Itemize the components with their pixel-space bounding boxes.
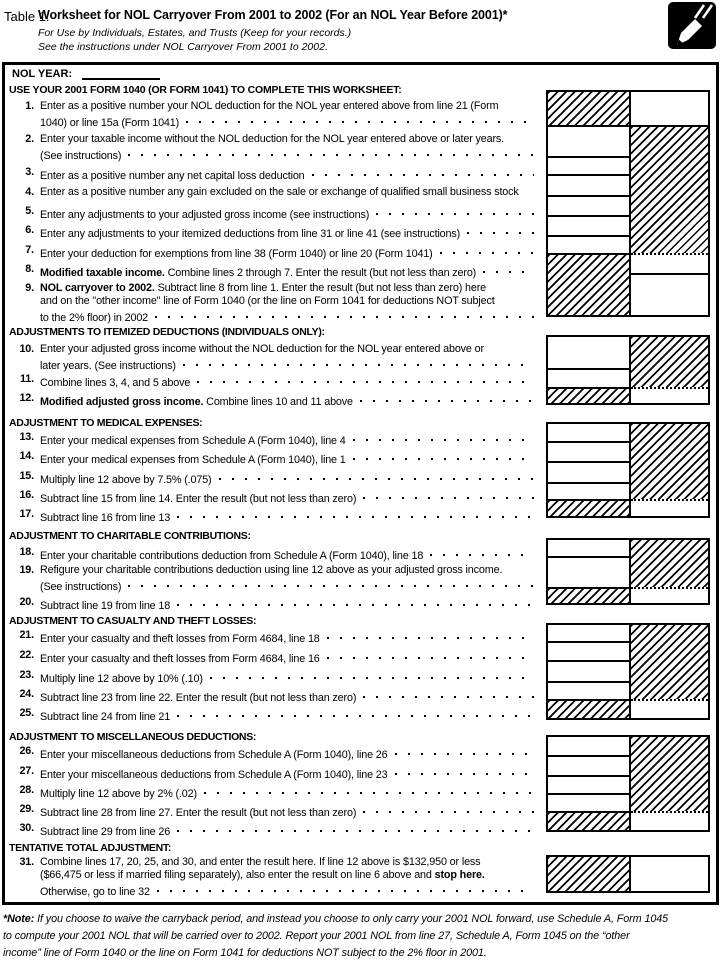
line-number: 18. xyxy=(19,546,34,558)
dot-leader xyxy=(177,822,534,835)
column-divider xyxy=(629,92,631,315)
worksheet-line-30 xyxy=(8,822,536,838)
entry-box-line-3[interactable] xyxy=(548,156,629,174)
box-column-left xyxy=(548,337,629,403)
nol-year-input[interactable] xyxy=(82,69,160,80)
box-column-right xyxy=(631,625,708,718)
worksheet-line-18 xyxy=(8,546,536,562)
line-text: Subtract line 23 from line 22. Enter the result (but not less than zero) xyxy=(40,692,357,704)
worksheet-line-9 xyxy=(8,282,536,324)
line-text: Combine lines 17, 20, 25, and 30, and enter the result here. If line 12 above is $132,950 or less xyxy=(40,856,481,868)
nol-year-row xyxy=(12,68,160,80)
line-text: ($66,475 or less if married filing separately), also enter the result on line 6 above and xyxy=(40,869,435,881)
box-column-left xyxy=(548,92,629,315)
line-number: 24. xyxy=(19,688,34,700)
entry-box-line-21[interactable] xyxy=(548,625,629,641)
line-text: Enter as a positive number any net capital loss deduction xyxy=(40,170,305,182)
line-number: 7. xyxy=(25,244,34,256)
dot-leader xyxy=(363,688,534,701)
section-casualty-theft-losses: ADJUSTMENT TO CASUALTY AND THEFT LOSSES: xyxy=(9,615,257,627)
shaded-no-entry-cell xyxy=(631,540,708,587)
line-text: Refigure your charitable contributions deduction using line 12 above as your adjusted gross income. xyxy=(40,564,503,576)
line-text: and on the "other income" line of Form 1040 (or the line on Form 1041 for deductions NOT subject xyxy=(40,295,495,307)
subtitle-use-by: For Use by Individuals, Estates, and Trusts (Keep for your records.) xyxy=(38,27,352,39)
section-charitable-contributions: ADJUSTMENT TO CHARITABLE CONTRIBUTIONS: xyxy=(9,530,251,542)
entry-box-line-29[interactable] xyxy=(548,793,629,811)
shaded-no-entry-cell xyxy=(548,587,629,603)
worksheet-line-27 xyxy=(8,765,536,781)
section-medical-expenses: ADJUSTMENT TO MEDICAL EXPENSES: xyxy=(9,417,203,429)
shaded-no-entry-cell xyxy=(548,92,629,125)
entry-box-group-4 xyxy=(546,538,710,605)
line-text: Modified adjusted gross income. xyxy=(40,396,204,408)
section-tentative-total-adjustment: TENTATIVE TOTAL ADJUSTMENT: xyxy=(9,842,172,854)
line-number: 15. xyxy=(19,470,34,482)
shaded-no-entry-cell xyxy=(548,499,629,516)
line-number: 19. xyxy=(19,564,34,576)
line-text: Combine lines 10 and 11 above xyxy=(203,396,353,408)
box-column-right xyxy=(631,857,708,891)
box-column-right xyxy=(631,337,708,403)
box-column-left xyxy=(548,857,629,891)
worksheet-line-11 xyxy=(8,373,536,389)
dot-leader xyxy=(430,546,534,559)
line-text: Multiply line 12 above by 10% (.10) xyxy=(40,673,203,685)
dot-leader xyxy=(177,707,534,720)
line-text: Subtract line 28 from line 27. Enter the result (but not less than zero) xyxy=(40,807,357,819)
worksheet-line-26 xyxy=(8,745,536,761)
box-column-right xyxy=(631,424,708,516)
shaded-no-entry-cell xyxy=(631,737,708,811)
line-text: Subtract line 29 from line 26 xyxy=(40,826,171,838)
line-text: Enter your adjusted gross income without the NOL deduction for the NOL year entered above or xyxy=(40,343,484,355)
line-number: 22. xyxy=(19,649,34,661)
line-text: Enter your charitable contributions deduction from Schedule A (Form 1040), line 18 xyxy=(40,550,424,562)
shaded-no-entry-cell xyxy=(631,625,708,699)
line-text: Subtract line 16 from line 13 xyxy=(40,512,171,524)
table-label: Table 1. xyxy=(4,9,50,24)
dot-leader xyxy=(376,205,534,218)
worksheet-line-3 xyxy=(8,166,536,182)
shaded-no-entry-cell xyxy=(548,857,629,891)
worksheet-line-5 xyxy=(8,205,536,221)
entry-box-line-23[interactable] xyxy=(548,660,629,681)
entry-box-line-7[interactable] xyxy=(548,235,629,253)
dot-leader xyxy=(155,308,534,321)
worksheet-line-13 xyxy=(8,431,536,447)
line-text: to the 2% floor) in 2002 xyxy=(40,312,149,324)
entry-box-line-13[interactable] xyxy=(548,424,629,441)
column-divider xyxy=(629,625,631,718)
footnote-line: to compute your 2001 NOL that will be carried over to 2002. Report your 2001 NOL from line 27, Schedule A, Form 1045 on the “other xyxy=(3,930,630,942)
dot-leader xyxy=(128,146,534,159)
dot-leader xyxy=(177,596,534,609)
entry-box-line-11[interactable] xyxy=(548,368,629,387)
box-column-left xyxy=(548,540,629,603)
box-column-left xyxy=(548,737,629,830)
line-text: Enter your casualty and theft losses from Form 4684, line 18 xyxy=(40,633,320,645)
entry-box-line-19[interactable] xyxy=(548,556,629,587)
line-number: 20. xyxy=(19,596,34,608)
line-number: 9. xyxy=(25,282,34,294)
worksheet-line-25 xyxy=(8,707,536,723)
line-text: Modified taxable income. xyxy=(40,267,165,279)
worksheet-line-31 xyxy=(8,856,536,898)
line-number: 21. xyxy=(19,629,34,641)
entry-box-line-14[interactable] xyxy=(548,441,629,461)
entry-box-line-6[interactable] xyxy=(548,215,629,235)
entry-box-line-10[interactable] xyxy=(548,337,629,368)
entry-box-line-24[interactable] xyxy=(548,681,629,699)
entry-box-line-20[interactable] xyxy=(631,587,708,603)
line-text: Enter as a positive number any gain excluded on the sale or exchange of qualified small business stock xyxy=(40,186,519,198)
entry-box-line-30[interactable] xyxy=(631,811,708,830)
dot-leader xyxy=(327,649,534,662)
entry-box-line-22[interactable] xyxy=(548,641,629,660)
shaded-no-entry-cell xyxy=(631,125,708,253)
worksheet-line-28 xyxy=(8,784,536,800)
line-text: Combine lines 2 through 7. Enter the result (but not less than zero) xyxy=(164,267,477,279)
line-number: 28. xyxy=(19,784,34,796)
line-number: 5. xyxy=(25,205,34,217)
worksheet-line-14 xyxy=(8,450,536,466)
shaded-no-entry-cell xyxy=(631,337,708,387)
box-column-left xyxy=(548,625,629,718)
worksheet-line-8 xyxy=(8,263,536,279)
dot-leader xyxy=(204,784,534,797)
entry-box-group-5 xyxy=(546,623,710,720)
worksheet-line-29 xyxy=(8,803,536,819)
line-text: Enter your miscellaneous deductions from Schedule A (Form 1040), line 26 xyxy=(40,749,388,761)
line-number: 4. xyxy=(25,186,34,198)
line-text: (See instructions) xyxy=(40,581,122,593)
entry-box-line-28[interactable] xyxy=(548,775,629,793)
line-number: 2. xyxy=(25,133,34,145)
line-text: Enter your deduction for exemptions from line 38 (Form 1040) or line 20 (Form 1041) xyxy=(40,248,433,260)
entry-box-line-2[interactable] xyxy=(548,125,629,156)
entry-box-line-18[interactable] xyxy=(548,540,629,556)
line-text: 1040) or line 15a (Form 1041) xyxy=(40,117,180,129)
box-column-right xyxy=(631,92,708,315)
box-column-right xyxy=(631,540,708,603)
dot-leader xyxy=(467,224,534,237)
worksheet-line-4 xyxy=(8,186,536,199)
line-number: 27. xyxy=(19,765,34,777)
shaded-no-entry-cell xyxy=(548,699,629,718)
worksheet-line-15 xyxy=(8,470,536,486)
section-miscellaneous-deductions: ADJUSTMENT TO MISCELLANEOUS DEDUCTIONS: xyxy=(9,731,257,743)
dot-leader xyxy=(177,508,534,521)
entry-box-line-9[interactable] xyxy=(631,273,708,315)
line-number: 6. xyxy=(25,224,34,236)
line-text: stop here. xyxy=(434,869,485,881)
worksheet-line-19 xyxy=(8,564,536,593)
dot-leader xyxy=(440,244,534,257)
worksheet-line-24 xyxy=(8,688,536,704)
dot-leader xyxy=(363,489,534,502)
section-itemized-deductions: ADJUSTMENTS TO ITEMIZED DEDUCTIONS (INDIVIDUALS ONLY): xyxy=(9,326,325,338)
dot-leader xyxy=(395,765,535,778)
worksheet-line-6 xyxy=(8,224,536,240)
worksheet-line-16 xyxy=(8,489,536,505)
line-number: 16. xyxy=(19,489,34,501)
entry-box-line-15[interactable] xyxy=(548,461,629,482)
entry-box-line-1[interactable] xyxy=(631,92,708,125)
entry-box-line-12[interactable] xyxy=(631,387,708,403)
worksheet-line-10 xyxy=(8,343,536,372)
dot-leader xyxy=(483,263,534,276)
column-divider xyxy=(629,337,631,403)
line-text: Otherwise, go to line 32 xyxy=(40,886,150,898)
entry-box-line-27[interactable] xyxy=(548,755,629,775)
entry-box-line-31[interactable] xyxy=(631,857,708,891)
entry-box-group-6 xyxy=(546,735,710,832)
column-divider xyxy=(629,424,631,516)
line-number: 25. xyxy=(19,707,34,719)
entry-box-line-8[interactable] xyxy=(631,253,708,273)
shaded-no-entry-cell xyxy=(548,387,629,403)
nol-year-label: NOL YEAR: xyxy=(12,68,73,80)
column-divider xyxy=(629,540,631,603)
dot-leader xyxy=(183,356,534,369)
line-text: Enter your miscellaneous deductions from Schedule A (Form 1040), line 23 xyxy=(40,769,388,781)
worksheet-line-1 xyxy=(8,100,536,129)
footnote-line: *Note: If you choose to waive the carryback period, and instead you choose to only carry your 2001 NOL forward, use Schedule A, Form 1045 xyxy=(3,913,669,925)
line-number: 8. xyxy=(25,263,34,275)
worksheet-line-21 xyxy=(8,629,536,645)
column-divider xyxy=(629,857,631,891)
entry-box-line-5[interactable] xyxy=(548,195,629,215)
pencil-icon xyxy=(668,2,716,49)
line-text: Enter as a positive number your NOL deduction for the NOL year entered above from line 21 (Form xyxy=(40,100,499,112)
entry-box-line-4[interactable] xyxy=(548,174,629,195)
line-text: (See instructions) xyxy=(40,150,122,162)
line-number: 23. xyxy=(19,669,34,681)
line-number: 1. xyxy=(25,100,34,112)
dot-leader xyxy=(363,803,534,816)
page-title: Worksheet for NOL Carryover From 2001 to 2002 (For an NOL Year Before 2001)* xyxy=(38,8,508,22)
line-text: Enter your medical expenses from Schedule A (Form 1040), line 1 xyxy=(40,454,346,466)
entry-box-group-2 xyxy=(546,335,710,405)
entry-box-line-26[interactable] xyxy=(548,737,629,755)
dot-leader xyxy=(210,669,534,682)
line-number: 29. xyxy=(19,803,34,815)
worksheet-line-12 xyxy=(8,392,536,408)
box-column-right xyxy=(631,737,708,830)
line-text: later years. (See instructions) xyxy=(40,360,176,372)
line-number: 12. xyxy=(19,392,34,404)
worksheet-line-22 xyxy=(8,649,536,665)
line-text: Enter your casualty and theft losses from Form 4684, line 16 xyxy=(40,653,320,665)
dot-leader xyxy=(360,392,534,405)
line-number: 11. xyxy=(20,373,34,385)
shaded-no-entry-cell xyxy=(548,811,629,830)
worksheet-line-23 xyxy=(8,669,536,685)
dot-leader xyxy=(128,577,534,590)
line-number: 13. xyxy=(19,431,34,443)
dot-leader xyxy=(157,882,534,895)
line-text: NOL carryover to 2002. xyxy=(40,282,155,294)
line-number: 10. xyxy=(19,343,34,355)
line-text: Subtract line 8 from line 1. Enter the result (but not less than zero) here xyxy=(154,282,487,294)
box-column-left xyxy=(548,424,629,516)
entry-box-line-25[interactable] xyxy=(631,699,708,718)
dot-leader xyxy=(219,470,535,483)
column-divider xyxy=(629,737,631,830)
line-text: Enter any adjustments to your adjusted gross income (see instructions) xyxy=(40,209,370,221)
line-text: Enter any adjustments to your itemized deductions from line 31 or line 41 (see instructions) xyxy=(40,228,461,240)
line-text: Subtract line 15 from line 14. Enter the result (but not less than zero) xyxy=(40,493,357,505)
line-text: Enter your medical expenses from Schedule A (Form 1040), line 4 xyxy=(40,435,346,447)
worksheet-line-2 xyxy=(8,133,536,162)
line-text: Multiply line 12 above by 7.5% (.075) xyxy=(40,474,212,486)
dot-leader xyxy=(197,373,534,386)
line-number: 26. xyxy=(19,745,34,757)
dot-leader xyxy=(395,745,535,758)
line-text: Combine lines 3, 4, and 5 above xyxy=(40,377,191,389)
entry-box-line-16[interactable] xyxy=(548,482,629,499)
entry-box-group-7 xyxy=(546,855,710,893)
line-number: 14. xyxy=(19,450,34,462)
shaded-no-entry-cell xyxy=(548,253,629,315)
line-number: 17. xyxy=(19,508,34,520)
dot-leader xyxy=(312,166,534,179)
intro-heading: USE YOUR 2001 FORM 1040 (OR FORM 1041) TO COMPLETE THIS WORKSHEET: xyxy=(9,84,402,96)
line-text: Subtract line 19 from line 18 xyxy=(40,600,171,612)
footnote-line: income” line of Form 1040 or the line on Form 1041 for deductions NOT subject to the 2% floor in 2001. xyxy=(3,947,487,959)
worksheet-line-17 xyxy=(8,508,536,524)
dot-leader xyxy=(327,629,534,642)
line-number: 3. xyxy=(25,166,34,178)
line-text: Subtract line 24 from line 21 xyxy=(40,711,171,723)
dot-leader xyxy=(353,450,534,463)
line-text: Enter your taxable income without the NOL deduction for the NOL year entered above or later years. xyxy=(40,133,505,145)
footnote xyxy=(3,911,719,962)
dot-leader xyxy=(186,113,534,126)
line-number: 31. xyxy=(19,856,34,868)
worksheet-line-20 xyxy=(8,596,536,612)
subtitle-instructions: See the instructions under NOL Carryover From 2001 to 2002. xyxy=(38,41,328,53)
worksheet-line-7 xyxy=(8,244,536,260)
dot-leader xyxy=(353,431,534,444)
entry-box-line-17[interactable] xyxy=(631,499,708,516)
line-text: Multiply line 12 above by 2% (.02) xyxy=(40,788,197,800)
entry-box-group-1 xyxy=(546,90,710,317)
shaded-no-entry-cell xyxy=(631,424,708,499)
line-number: 30. xyxy=(19,822,34,834)
entry-box-group-3 xyxy=(546,422,710,518)
